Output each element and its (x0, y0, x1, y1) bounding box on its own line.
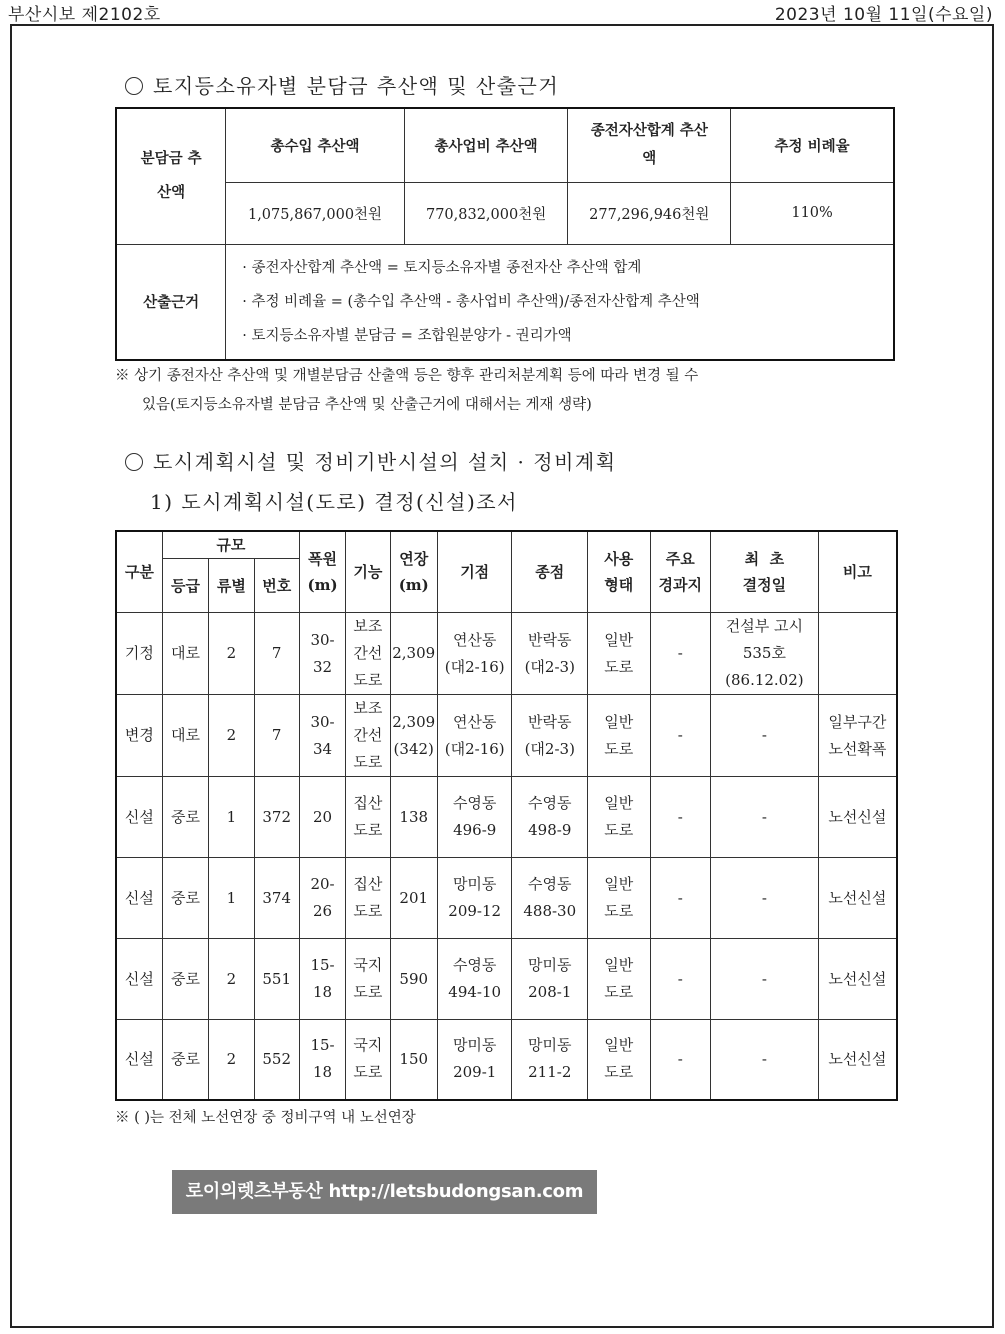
basis-item: · 추정 비례율 = (총수입 추산액 - 총사업비 추산액)/종전자산합계 추산액 (242, 293, 700, 310)
road-table-body (116, 613, 897, 1100)
cell-division: 신설 (116, 858, 162, 939)
header-length: 연장 (m) (390, 531, 437, 613)
cell-line: 일반 (604, 875, 634, 893)
cell-line: (86.12.02) (725, 671, 804, 689)
cell-line: - (761, 969, 767, 988)
note-line: 있음(토지등소유자별 분담금 추산액 및 산출근거에 대해서는 게재 생략) (142, 397, 592, 413)
cell-number: 372 (254, 777, 299, 858)
cell-initial (710, 858, 818, 939)
cell-start (437, 613, 512, 695)
header-number: 번호 (254, 559, 299, 613)
basis-item: · 종전자산합계 추산액 = 토지등소유자별 종전자산 추산액 합계 (242, 259, 642, 276)
cell-start (437, 939, 512, 1020)
circle-bullet-icon (125, 453, 143, 471)
cell-line: - (761, 888, 767, 907)
cell-initial (710, 1020, 818, 1100)
basis-item: · 토지등소유자별 분담금 = 조합원분양가 - 권리가액 (242, 327, 572, 344)
cell-grade: 대로 (162, 613, 208, 695)
cell-end (512, 1020, 588, 1100)
cell-end (512, 613, 588, 695)
cell-grade: 중로 (162, 1020, 208, 1100)
cell-line: 32 (313, 657, 333, 676)
cell-line: 2,309 (392, 644, 436, 662)
value-total-income: 1,075,867,000천원 (226, 182, 405, 244)
cell-function (346, 613, 390, 695)
cell-line: 일부구간 (828, 712, 887, 731)
header-initial-decision: 최 초 결정일 (710, 531, 818, 613)
cell-use (588, 1020, 650, 1100)
road-row (116, 695, 897, 777)
cell-number: 7 (254, 695, 299, 777)
cell-line: 집산 (353, 794, 383, 812)
cell-remarks (818, 858, 897, 939)
header-function: 기능 (346, 531, 390, 613)
cell-width (299, 695, 345, 777)
cell-line: - (761, 807, 767, 826)
cell-division: 기정 (116, 613, 162, 695)
basis-row (116, 244, 894, 360)
cell-line: 도로 (604, 657, 634, 676)
cell-grade: 중로 (162, 939, 208, 1020)
cell-line: 일반 (604, 1036, 634, 1055)
cell-width (299, 777, 345, 858)
circle-bullet-icon (125, 77, 143, 95)
cell-line: 일반 (604, 956, 634, 974)
header-main-route: 주요 경과지 (650, 531, 710, 613)
cell-line: 보조 (353, 699, 383, 717)
cell-length (390, 939, 437, 1020)
road-facility-table (115, 530, 898, 1101)
cell-line: 150 (399, 1049, 429, 1068)
cell-number: 7 (254, 613, 299, 695)
header-prior-assets: 종전자산합계 추산액 (568, 108, 731, 182)
header-division: 구분 (116, 531, 162, 613)
cell-line: 보조 (353, 617, 383, 635)
value-prior-assets: 277,296,946천원 (568, 182, 731, 244)
cell-line: 반락동 (528, 712, 572, 731)
road-row (116, 1020, 897, 1100)
cell-line: 208-1 (528, 983, 572, 1001)
section1-note (115, 362, 900, 420)
cell-use (588, 939, 650, 1020)
cell-start (437, 1020, 512, 1100)
cell-grade: 중로 (162, 858, 208, 939)
cell-line: 도로 (604, 1063, 634, 1082)
header-ratio: 추정 비례율 (731, 108, 894, 182)
cell-line: 26 (313, 902, 333, 920)
contribution-table (115, 107, 895, 361)
cell-line: 209-12 (448, 902, 502, 920)
cell-line: 2,309 (392, 712, 436, 731)
header-end: 종점 (512, 531, 588, 613)
cell-line: 노선확폭 (828, 739, 887, 758)
cell-division: 신설 (116, 939, 162, 1020)
cell-line: 일반 (604, 712, 634, 731)
cell-division: 신설 (116, 777, 162, 858)
cell-line: (대2-16) (444, 657, 505, 676)
header-date: 2023년 10월 11일(수요일) (774, 5, 993, 25)
cell-function (346, 939, 390, 1020)
cell-line: 138 (399, 807, 429, 826)
cell-line: 반락동 (528, 630, 572, 649)
cell-line: 노선신설 (828, 969, 887, 988)
cell-line: 18 (313, 983, 333, 1001)
cell-line: 도로 (353, 902, 383, 920)
cell-line: 연산동 (452, 712, 497, 731)
cell-line: 도로 (353, 983, 383, 1001)
cell-end (512, 858, 588, 939)
cell-line: 수영동 (452, 794, 497, 812)
cell-line: 209-1 (453, 1063, 497, 1082)
cell-function (346, 695, 390, 777)
cell-initial (710, 939, 818, 1020)
cell-remarks (818, 1020, 897, 1100)
cell-function (346, 858, 390, 939)
cell-remarks (818, 695, 897, 777)
cell-division: 변경 (116, 695, 162, 777)
cell-line: 494-10 (448, 983, 502, 1001)
header-start: 기점 (437, 531, 512, 613)
cell-line: 수영동 (528, 875, 572, 893)
cell-line: 590 (399, 969, 429, 988)
cell-line: 도로 (604, 902, 634, 920)
cell-width (299, 939, 345, 1020)
cell-line: 집산 (353, 875, 383, 893)
value-ratio: 110% (731, 182, 894, 244)
cell-main: - (650, 1020, 710, 1100)
cell-type: 2 (209, 939, 254, 1020)
cell-use (588, 613, 650, 695)
cell-length (390, 858, 437, 939)
cell-remarks (818, 939, 897, 1020)
cell-end (512, 695, 588, 777)
cell-line: 15- (310, 956, 335, 974)
cell-line: 일반 (604, 794, 634, 812)
cell-number: 374 (254, 858, 299, 939)
section1-heading (125, 70, 559, 99)
cell-line: 20- (310, 875, 335, 893)
header-row-1 (116, 531, 897, 559)
cell-width (299, 1020, 345, 1100)
cell-line: 망미동 (528, 956, 572, 974)
cell-initial (710, 777, 818, 858)
cell-function (346, 1020, 390, 1100)
cell-line: 일반 (604, 630, 634, 649)
cell-line: - (761, 726, 767, 744)
cell-line: 18 (313, 1063, 333, 1082)
cell-type: 2 (209, 695, 254, 777)
section2-subtitle: 1) 도시계획시설(도로) 결정(신설)조서 (150, 490, 518, 514)
cell-start (437, 777, 512, 858)
cell-line: (대2-3) (524, 739, 575, 758)
cell-line: 간선 (353, 726, 383, 744)
cell-main: - (650, 695, 710, 777)
cell-line: 수영동 (452, 956, 497, 974)
note-line: ※ 상기 종전자산 추산액 및 개별분담금 산출액 등은 향후 관리처분계획 등에 따라 변경 될 수 (115, 368, 699, 384)
value-total-cost: 770,832,000천원 (404, 182, 568, 244)
cell-use (588, 777, 650, 858)
cell-line: 도로 (604, 821, 634, 839)
cell-line: 498-9 (528, 821, 572, 839)
cell-type: 2 (209, 1020, 254, 1100)
cell-line: 도로 (353, 671, 383, 689)
cell-main: - (650, 613, 710, 695)
cell-type: 1 (209, 777, 254, 858)
cell-line: 535호 (742, 644, 786, 662)
cell-line: 국지 (353, 956, 383, 974)
contribution-header-row (116, 108, 894, 182)
cell-line: 연산동 (452, 630, 497, 649)
cell-line: 간선 (353, 644, 383, 662)
cell-end (512, 777, 588, 858)
cell-line: 수영동 (528, 794, 572, 812)
cell-initial (710, 695, 818, 777)
cell-line: 30- (310, 630, 335, 649)
cell-line: 국지 (353, 1036, 383, 1055)
road-row (116, 858, 897, 939)
header-width: 폭원 (m) (299, 531, 345, 613)
cell-line: 15- (310, 1036, 335, 1055)
header-publication: 부산시보 제2102호 (8, 5, 161, 25)
road-row (116, 777, 897, 858)
cell-line: 496-9 (453, 821, 497, 839)
cell-main: - (650, 939, 710, 1020)
cell-line: 건설부 고시 (725, 617, 803, 635)
cell-line: 201 (399, 888, 429, 907)
row-label-estimate: 분담금 추산액 (116, 108, 226, 244)
cell-line: 망미동 (452, 1036, 497, 1055)
cell-line: 34 (313, 739, 333, 758)
cell-length (390, 695, 437, 777)
cell-remarks (818, 777, 897, 858)
section1-title: 토지등소유자별 분담금 추산액 및 산출근거 (153, 74, 560, 98)
cell-line: 211-2 (528, 1063, 572, 1082)
cell-length (390, 777, 437, 858)
cell-width (299, 613, 345, 695)
cell-line: 도로 (353, 753, 383, 771)
section2-note: ※ ( )는 전체 노선연장 중 정비구역 내 노선연장 (115, 1110, 416, 1126)
header-total-income: 총수입 추산액 (226, 108, 405, 182)
cell-line: (대2-16) (444, 739, 505, 758)
cell-start (437, 858, 512, 939)
cell-line: 도로 (604, 739, 634, 758)
road-row (116, 613, 897, 695)
header-remarks: 비고 (818, 531, 897, 613)
cell-type: 1 (209, 858, 254, 939)
cell-line: 망미동 (452, 875, 497, 893)
cell-use (588, 858, 650, 939)
cell-initial (710, 613, 818, 695)
header-scale: 규모 (162, 531, 299, 559)
cell-line: 도로 (353, 1063, 383, 1082)
cell-division: 신설 (116, 1020, 162, 1100)
cell-line: - (761, 1049, 767, 1068)
cell-main: - (650, 777, 710, 858)
cell-number: 552 (254, 1020, 299, 1100)
cell-main: - (650, 858, 710, 939)
cell-line: 도로 (353, 821, 383, 839)
cell-line: 도로 (604, 983, 634, 1001)
cell-line: 30- (310, 712, 335, 731)
cell-remarks (818, 613, 897, 695)
cell-grade: 중로 (162, 777, 208, 858)
cell-length (390, 613, 437, 695)
header-total-cost: 총사업비 추산액 (404, 108, 568, 182)
header-use: 사용 형태 (588, 531, 650, 613)
basis-list (226, 244, 894, 360)
cell-line: 노선신설 (828, 807, 887, 826)
cell-line: 488-30 (523, 902, 577, 920)
contribution-value-row (116, 182, 894, 244)
cell-line: 20 (313, 807, 333, 826)
row-label-basis: 산출근거 (116, 244, 226, 360)
header-grade: 등급 (162, 559, 208, 613)
watermark-banner: 로이의렛츠부동산 http://letsbudongsan.com (172, 1170, 597, 1214)
cell-use (588, 695, 650, 777)
cell-number: 551 (254, 939, 299, 1020)
section2-title: 도시계획시설 및 정비기반시설의 설치 · 정비계획 (153, 450, 617, 474)
cell-line: (대2-3) (524, 657, 575, 676)
cell-grade: 대로 (162, 695, 208, 777)
cell-start (437, 695, 512, 777)
cell-type: 2 (209, 613, 254, 695)
cell-line: 노선신설 (828, 1049, 887, 1068)
cell-end (512, 939, 588, 1020)
road-row (116, 939, 897, 1020)
cell-line: (342) (393, 739, 434, 758)
cell-function (346, 777, 390, 858)
header-type: 류별 (209, 559, 254, 613)
cell-line: 노선신설 (828, 888, 887, 907)
cell-width (299, 858, 345, 939)
section2-heading (125, 446, 617, 475)
cell-length (390, 1020, 437, 1100)
cell-line: 망미동 (528, 1036, 572, 1055)
